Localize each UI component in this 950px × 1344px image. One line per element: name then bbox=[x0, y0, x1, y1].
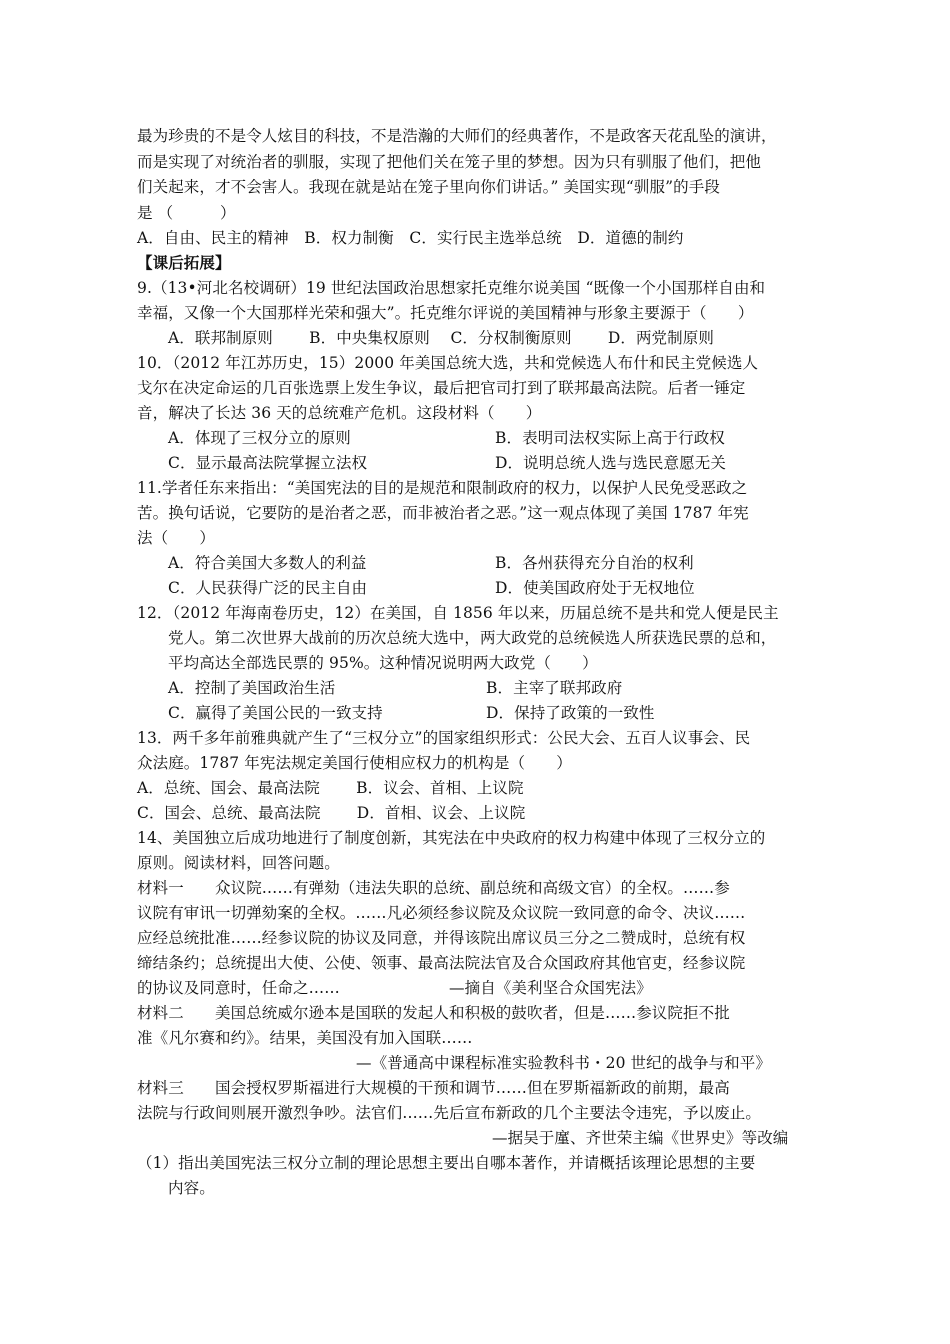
material-2-line-2: 准《凡尔赛和约》。结果，美国没有加入国联…… bbox=[137, 1029, 473, 1047]
q11-option-a: A．符合美国大多数人的利益 bbox=[168, 554, 367, 572]
q11-line-3: 法（ ） bbox=[137, 529, 216, 547]
section-title: 【课后拓展】 bbox=[137, 253, 231, 272]
q12-line-3: 平均高达全部选民票的 95%。这种情况说明两大政党（ ） bbox=[168, 654, 598, 672]
q10-line-3: 音，解决了长达 36 天的总统难产危机。这段材料（ ） bbox=[137, 404, 542, 422]
material-1-line-4: 缔结条约；总统提出大使、公使、领事、最高法院法官及合众国政府其他官吏，经参议院 bbox=[137, 954, 746, 972]
material-2-source: —《普通高中课程标准实验教科书・20 世纪的战争与和平》 bbox=[356, 1054, 771, 1072]
material-1-line-1: 材料一 众议院……有弹劾（违法失职的总统、副总统和高级文官）的全权。……参 bbox=[137, 879, 730, 897]
q10-line-2: 戈尔在决定命运的几百张选票上发生争议，最后把官司打到了联邦最高法院。后者一锤定 bbox=[137, 379, 746, 397]
q12-line-1: 12．（2012 年海南卷历史，12）在美国，自 1856 年以来，历届总统不是共和党人便是民主 bbox=[137, 604, 779, 622]
sub-question-1-line-1: （1）指出美国宪法三权分立制的理论思想主要出自哪本著作，并请概括该理论思想的主要 bbox=[137, 1154, 756, 1172]
q13-line-1: 13．两千多年前雅典就产生了“三权分立”的国家组织形式：公民大会、五百人议事会、民 bbox=[137, 729, 751, 747]
material-3-line-1: 材料三 国会授权罗斯福进行大规模的干预和调节……但在罗斯福新政的前期，最高 bbox=[137, 1079, 730, 1097]
q12-line-2: 党人。第二次世界大战前的历次总统大选中，两大政党的总统候选人所获选民票的总和， bbox=[168, 629, 777, 647]
q11-option-b: B．各州获得充分自治的权利 bbox=[495, 554, 694, 572]
intro-options: A．自由、民主的精神 B．权力制衡 C．实行民主选举总统 D．道德的制约 bbox=[137, 229, 684, 247]
q9-line-1: 9.（13•河北名校调研）19 世纪法国政治思想家托克维尔说美国 “既像一个小国那样自由和 bbox=[137, 279, 766, 297]
q10-option-b: B．表明司法权实际上高于行政权 bbox=[495, 429, 725, 447]
material-1-line-3: 应经总统批准……经参议院的协议及同意，并得该院出席议员三分之二赞成时，总统有权 bbox=[137, 929, 746, 947]
q14-line-2: 原则。阅读材料，回答问题。 bbox=[137, 854, 340, 872]
q10-option-c: C．显示最高法院掌握立法权 bbox=[168, 454, 368, 472]
q9-line-2: 幸福，又像一个大国那样光荣和强大”。托克维尔评说的美国精神与形象主要源于（ ） bbox=[137, 304, 754, 322]
material-1-line-2: 议院有审讯一切弹劾案的全权。……凡必须经参议院及众议院一致同意的命令、决议…… bbox=[137, 904, 746, 922]
intro-line-1: 最为珍贵的不是令人炫目的科技，不是浩瀚的大师们的经典著作，不是政客天花乱坠的演讲， bbox=[137, 127, 777, 145]
q10-option-a: A．体现了三权分立的原则 bbox=[168, 429, 351, 447]
q11-line-2: 苦。换句话说，它要防的是治者之恶，而非被治者之恶。”这一观点体现了美国 1787 年宪 bbox=[137, 504, 749, 522]
material-2-line-1: 材料二 美国总统威尔逊本是国联的发起人和积极的鼓吹者，但是……参议院拒不批 bbox=[137, 1004, 730, 1022]
q12-option-a: A．控制了美国政治生活 bbox=[168, 679, 336, 697]
sub-question-1-line-2: 内容。 bbox=[168, 1179, 215, 1197]
material-1-line-5: 的协议及同意时，任命之…… —摘自《美利坚合众国宪法》 bbox=[137, 979, 652, 997]
q13-options-cd: C．国会、总统、最高法院 D．首相、议会、上议院 bbox=[137, 804, 526, 822]
q13-options-ab: A．总统、国会、最高法院 B．议会、首相、上议院 bbox=[137, 779, 524, 797]
intro-line-4: 是 （ ） bbox=[137, 204, 236, 222]
q10-option-d: D．说明总统人选与选民意愿无关 bbox=[495, 454, 726, 472]
material-3-line-2: 法院与行政间则展开激烈争吵。法官们……先后宣布新政的几个主要法令违宪，予以废止。 bbox=[137, 1104, 762, 1122]
material-3-source: —据吴于廑、齐世荣主编《世界史》等改编 bbox=[492, 1129, 789, 1147]
q10-line-1: 10．（2012 年江苏历史，15）2000 年美国总统大选，共和党候选人布什和民主党候选人 bbox=[137, 354, 759, 372]
q11-option-c: C．人民获得广泛的民主自由 bbox=[168, 579, 368, 597]
q14-line-1: 14、美国独立后成功地进行了制度创新，其宪法在中央政府的权力构建中体现了三权分立的 bbox=[137, 829, 766, 847]
q9-options: A．联邦制原则 B．中央集权原则 C．分权制衡原则 D．两党制原则 bbox=[168, 329, 714, 347]
intro-line-2: 而是实现了对统治者的驯服，实现了把他们关在笼子里的梦想。因为只有驯服了他们，把他 bbox=[137, 153, 762, 171]
q11-line-1: 11.学者任东来指出：“美国宪法的目的是规范和限制政府的权力，以保护人民免受恶政之 bbox=[137, 479, 748, 497]
q11-option-d: D．使美国政府处于无权地位 bbox=[495, 579, 695, 597]
q13-line-2: 众法庭。1787 年宪法规定美国行使相应权力的机构是（ ） bbox=[137, 754, 572, 772]
q12-option-b: B．主宰了联邦政府 bbox=[486, 679, 623, 697]
q12-option-c: C．赢得了美国公民的一致支持 bbox=[168, 704, 383, 722]
intro-line-3: 们关起来，才不会害人。我现在就是站在笼子里向你们讲话。” 美国实现“驯服”的手段 bbox=[137, 178, 720, 196]
q12-option-d: D．保持了政策的一致性 bbox=[486, 704, 655, 722]
